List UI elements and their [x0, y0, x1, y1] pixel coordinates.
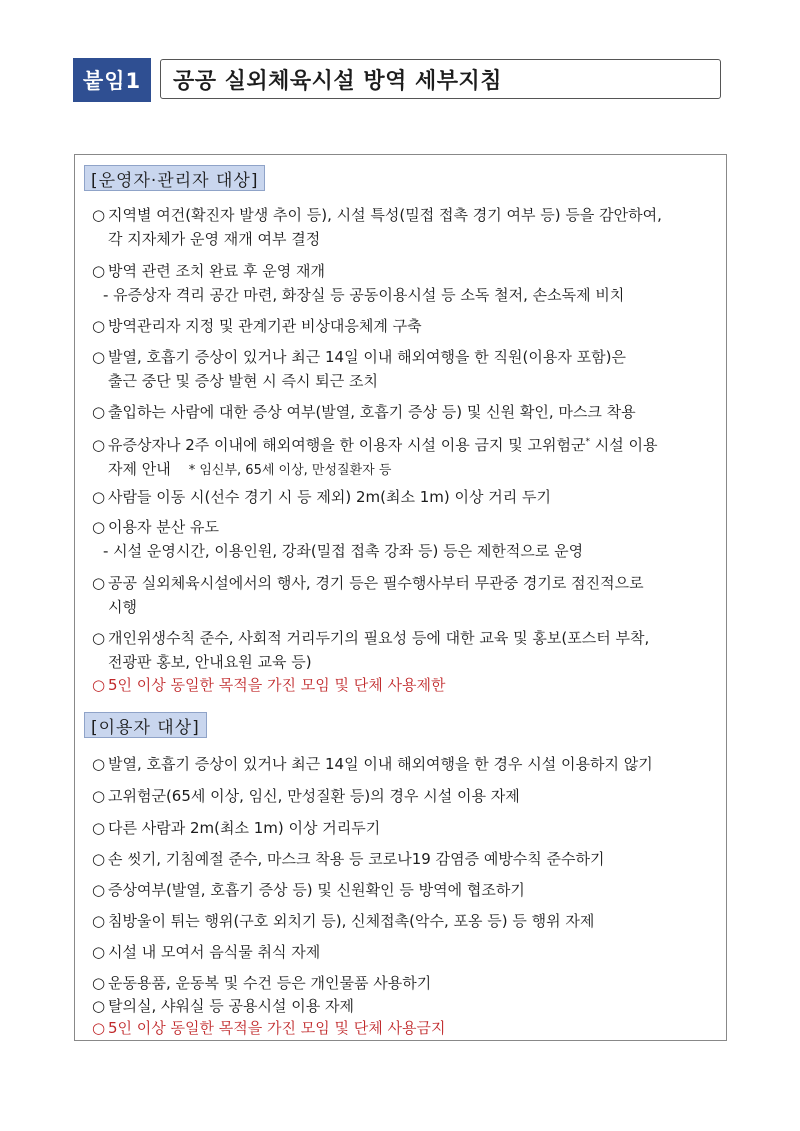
bullet-icon: ○ [92, 262, 106, 280]
list-item: ○ 출입하는 사람에 대한 증상 여부(발열, 호흡기 증상 등) 및 신원 확인, 마스크 착용 [92, 400, 722, 424]
title-box [160, 59, 721, 99]
list-item: ○ 침방울이 튀는 행위(구호 외치기 등), 신체접촉(악수, 포옹 등) 등 행위 자제 [92, 909, 722, 933]
list-item: ○ 방역관리자 지정 및 관계기관 비상대응체계 구축 [92, 314, 722, 338]
bullet-icon: ○ [92, 881, 106, 899]
list-item: ○ 지역별 여건(확진자 발생 추이 등), 시설 특성(밀접 접촉 경기 여부 등) 등을 감안하여, 각 지자체가 운영 재개 여부 결정 [92, 203, 722, 251]
section-title-operators: [운영자·관리자 대상] [84, 165, 265, 191]
list-item: ○ 개인위생수칙 준수, 사회적 거리두기의 필요성 등에 대한 교육 및 홍보(포스터 부착, 전광판 홍보, 안내요원 교육 등) [92, 626, 722, 674]
bullet-icon: ○ [92, 676, 106, 694]
bullet-icon: ○ [92, 787, 106, 805]
bullet-icon: ○ [92, 518, 106, 536]
list-item: ○ 발열, 호흡기 증상이 있거나 최근 14일 이내 해외여행을 한 직원(이용자 포함)은 출근 중단 및 증상 발현 시 즉시 퇴근 조치 [92, 345, 722, 393]
list-item: ○ 탈의실, 샤워실 등 공용시설 이용 자제 [92, 994, 722, 1018]
header [73, 58, 723, 102]
bullet-icon: ○ [92, 943, 106, 961]
list-item: ○ 손 씻기, 기침예절 준수, 마스크 착용 등 코로나19 감염증 예방수칙 준수하기 [92, 847, 722, 871]
page-title: 공공 실외체육시설 방역 세부지침 [173, 68, 503, 94]
list-item: ○ 공공 실외체육시설에서의 행사, 경기 등은 필수행사부터 무관중 경기로 점진적으로 시행 [92, 571, 722, 619]
bullet-icon: ○ [92, 629, 106, 647]
list-item: ○ 유증상자나 2주 이내에 해외여행을 한 이용자 시설 이용 금지 및 고위험군* 시설 이용 자제 안내 * 임신부, 65세 이상, 만성질환자 등 [92, 430, 722, 483]
bullet-icon: ○ [92, 403, 106, 421]
bullet-icon: ○ [92, 850, 106, 868]
list-item: ○ 방역 관련 조치 완료 후 운영 재개 [92, 259, 722, 283]
bullet-icon: ○ [92, 974, 106, 992]
list-item: ○ 이용자 분산 유도 [92, 515, 722, 539]
bullet-icon: ○ [92, 997, 106, 1015]
list-item-warning: ○ 5인 이상 동일한 목적을 가진 모임 및 단체 사용제한 [92, 673, 722, 697]
bullet-icon: ○ [92, 912, 106, 930]
bullet-icon: ○ [92, 436, 106, 454]
bullet-icon: ○ [92, 317, 106, 335]
list-item: ○ 고위험군(65세 이상, 임신, 만성질환 등)의 경우 시설 이용 자제 [92, 784, 722, 808]
bullet-icon: ○ [92, 488, 106, 506]
list-item: ○ 사람들 이동 시(선수 경기 시 등 제외) 2m(최소 1m) 이상 거리 두기 [92, 485, 722, 509]
list-item: ○ 증상여부(발열, 호흡기 증상 등) 및 신원확인 등 방역에 협조하기 [92, 878, 722, 902]
bullet-icon: ○ [92, 348, 106, 366]
list-item: ○ 시설 내 모여서 음식물 취식 자제 [92, 940, 722, 964]
sub-item: - 시설 운영시간, 이용인원, 강좌(밀접 접촉 강좌 등) 등은 제한적으로 운영 [103, 542, 584, 560]
list-item: ○ 운동용품, 운동복 및 수건 등은 개인물품 사용하기 [92, 971, 722, 995]
section-title-users: [이용자 대상] [84, 712, 207, 738]
bullet-icon: ○ [92, 1019, 106, 1037]
bullet-icon: ○ [92, 819, 106, 837]
bullet-icon: ○ [92, 574, 106, 592]
attachment-badge: 붙임1 [73, 58, 151, 102]
sub-item: - 유증상자 격리 공간 마련, 화장실 등 공동이용시설 등 소독 철저, 손소독제 비치 [103, 286, 625, 304]
list-item-warning: ○ 5인 이상 동일한 목적을 가진 모임 및 단체 사용금지 [92, 1016, 722, 1040]
footnote: * 임신부, 65세 이상, 만성질환자 등 [188, 463, 392, 478]
list-item: ○ 발열, 호흡기 증상이 있거나 최근 14일 이내 해외여행을 한 경우 시설 이용하지 않기 [92, 752, 722, 776]
list-item: ○ 다른 사람과 2m(최소 1m) 이상 거리두기 [92, 816, 722, 840]
bullet-icon: ○ [92, 206, 106, 224]
bullet-icon: ○ [92, 755, 106, 773]
